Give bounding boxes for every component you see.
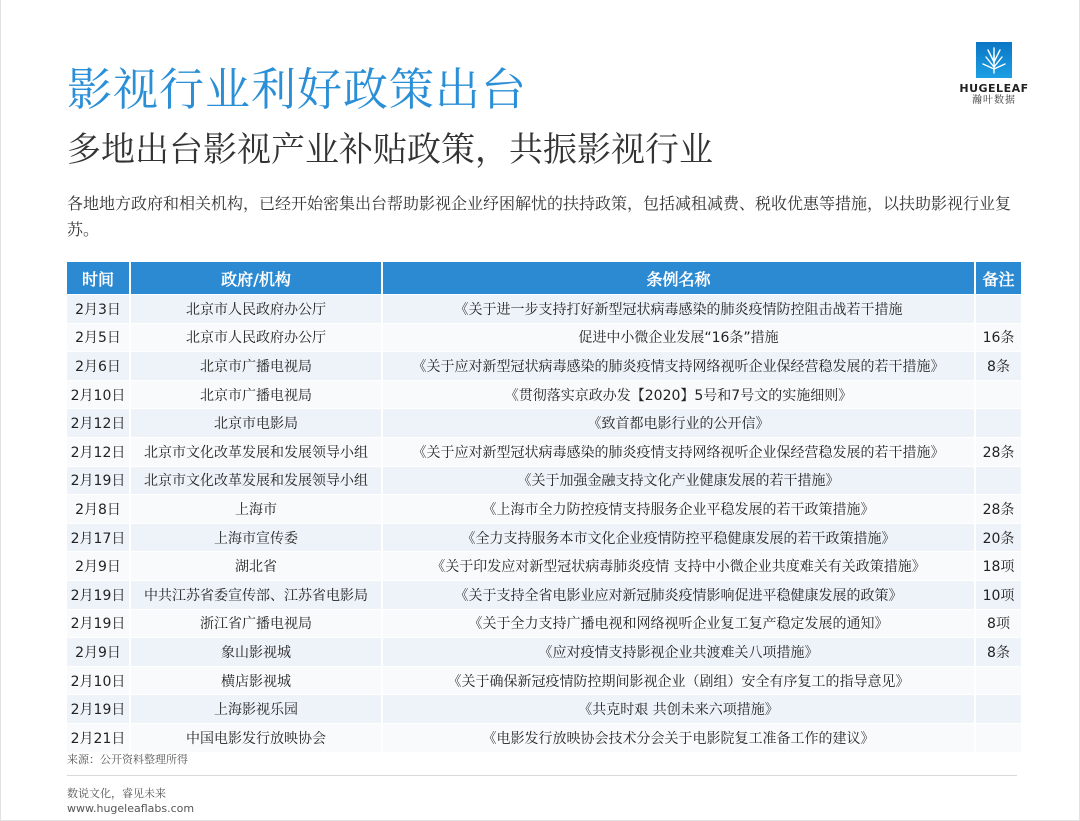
cell-name: 《关于加强金融支持文化产业健康发展的若干措施》 [383,466,976,495]
cell-date: 2月19日 [67,609,131,638]
cell-date: 2月12日 [67,408,131,437]
table-row [67,523,1021,552]
table-row [67,323,1021,352]
cell-org: 北京市电影局 [131,408,383,437]
cell-org: 北京市广播电视局 [131,380,383,409]
table-row [67,437,1021,466]
logo-name: HUGELEAF [959,82,1029,95]
cell-name: 《关于进一步支持打好新型冠状病毒感染的肺炎疫情防控阻击战若干措施 [383,294,976,323]
cell-date: 2月10日 [67,380,131,409]
cell-date: 2月12日 [67,437,131,466]
leaf-logo-icon [976,42,1012,78]
cell-date: 2月5日 [67,323,131,352]
cell-date: 2月10日 [67,666,131,695]
cell-name: 《电影发行放映协会技术分会关于电影院复工准备工作的建议》 [383,723,976,752]
cell-name: 《共克时艰 共创未来六项措施》 [383,694,976,723]
cell-note: 8条 [976,637,1021,666]
cell-name: 《贯彻落实京政办发【2020】5号和7号文的实施细则》 [383,380,976,409]
cell-org: 中共江苏省委宣传部、江苏省电影局 [131,580,383,609]
cell-name: 促进中小微企业发展“16条”措施 [383,323,976,352]
cell-note [976,694,1021,723]
cell-name: 《关于全力支持广播电视和网络视听企业复工复产稳定发展的通知》 [383,609,976,638]
table-row [67,694,1021,723]
cell-org: 上海市 [131,494,383,523]
footer-divider [67,775,1017,776]
cell-name: 《应对疫情支持影视企业共渡难关八项措施》 [383,637,976,666]
cell-note [976,408,1021,437]
cell-note: 8条 [976,351,1021,380]
cell-date: 2月19日 [67,466,131,495]
cell-name: 《致首都电影行业的公开信》 [383,408,976,437]
cell-date: 2月9日 [67,551,131,580]
cell-name: 《关于应对新型冠状病毒感染的肺炎疫情支持网络视听企业保经营稳发展的若干措施》 [383,437,976,466]
cell-org: 北京市文化改革发展和发展领导小组 [131,466,383,495]
cell-note: 20条 [976,523,1021,552]
cell-note [976,666,1021,695]
logo-subtitle: 瀚叶数据 [972,95,1016,106]
table-row [67,580,1021,609]
table-row [67,380,1021,409]
table-row [67,609,1021,638]
page-title: 影视行业利好政策出台 [67,63,528,116]
table-row [67,723,1021,752]
cell-org: 中国电影发行放映协会 [131,723,383,752]
cell-date: 2月6日 [67,351,131,380]
cell-note: 18项 [976,551,1021,580]
cell-date: 2月19日 [67,580,131,609]
footer-slogan: 数说文化，睿见未来 [67,787,166,800]
cell-note [976,294,1021,323]
brand-logo [949,42,1039,107]
cell-name: 《关于印发应对新型冠状病毒肺炎疫情 支持中小微企业共度难关有关政策措施》 [383,551,976,580]
column-header-note: 备注 [976,262,1021,294]
cell-org: 浙江省广播电视局 [131,609,383,638]
cell-org: 北京市广播电视局 [131,351,383,380]
policy-table [67,262,1021,752]
cell-org: 北京市文化改革发展和发展领导小组 [131,437,383,466]
column-header-org: 政府/机构 [131,262,383,294]
cell-note [976,466,1021,495]
cell-date: 2月9日 [67,637,131,666]
cell-note: 28条 [976,437,1021,466]
cell-org: 象山影视城 [131,637,383,666]
footer-url: www.hugeleaflabs.com [67,802,195,815]
cell-note [976,380,1021,409]
column-header-name: 条例名称 [383,262,976,294]
column-header-date: 时间 [67,262,131,294]
cell-date: 2月17日 [67,523,131,552]
table-row [67,408,1021,437]
cell-date: 2月21日 [67,723,131,752]
cell-name: 《全力支持服务本市文化企业疫情防控平稳健康发展的若干政策措施》 [383,523,976,552]
cell-name: 《关于应对新型冠状病毒感染的肺炎疫情支持网络视听企业保经营稳发展的若干措施》 [383,351,976,380]
page-subtitle: 多地出台影视产业补贴政策，共振影视行业 [67,130,713,170]
table-header-row [67,262,1021,294]
intro-paragraph: 各地地方政府和相关机构，已经开始密集出台帮助影视企业纾困解忧的扶持政策，包括减租减费、税收优惠等措施，以扶助影视行业复苏。 [67,194,1012,239]
table-row [67,466,1021,495]
source-note: 来源：公开资料整理所得 [67,753,188,766]
table-row [67,494,1021,523]
table-row [67,351,1021,380]
cell-note: 16条 [976,323,1021,352]
cell-org: 上海市宣传委 [131,523,383,552]
cell-date: 2月8日 [67,494,131,523]
table-row [67,551,1021,580]
cell-note [976,723,1021,752]
table-row [67,666,1021,695]
cell-org: 北京市人民政府办公厅 [131,323,383,352]
cell-name: 《关于确保新冠疫情防控期间影视企业（剧组）安全有序复工的指导意见》 [383,666,976,695]
cell-date: 2月19日 [67,694,131,723]
cell-note: 10项 [976,580,1021,609]
cell-note: 8项 [976,609,1021,638]
cell-name: 《关于支持全省电影业应对新冠肺炎疫情影响促进平稳健康发展的政策》 [383,580,976,609]
cell-note: 28条 [976,494,1021,523]
cell-org: 北京市人民政府办公厅 [131,294,383,323]
table-row [67,294,1021,323]
cell-org: 横店影视城 [131,666,383,695]
cell-org: 湖北省 [131,551,383,580]
table-row [67,637,1021,666]
cell-org: 上海影视乐园 [131,694,383,723]
cell-name: 《上海市全力防控疫情支持服务企业平稳发展的若干政策措施》 [383,494,976,523]
cell-date: 2月3日 [67,294,131,323]
